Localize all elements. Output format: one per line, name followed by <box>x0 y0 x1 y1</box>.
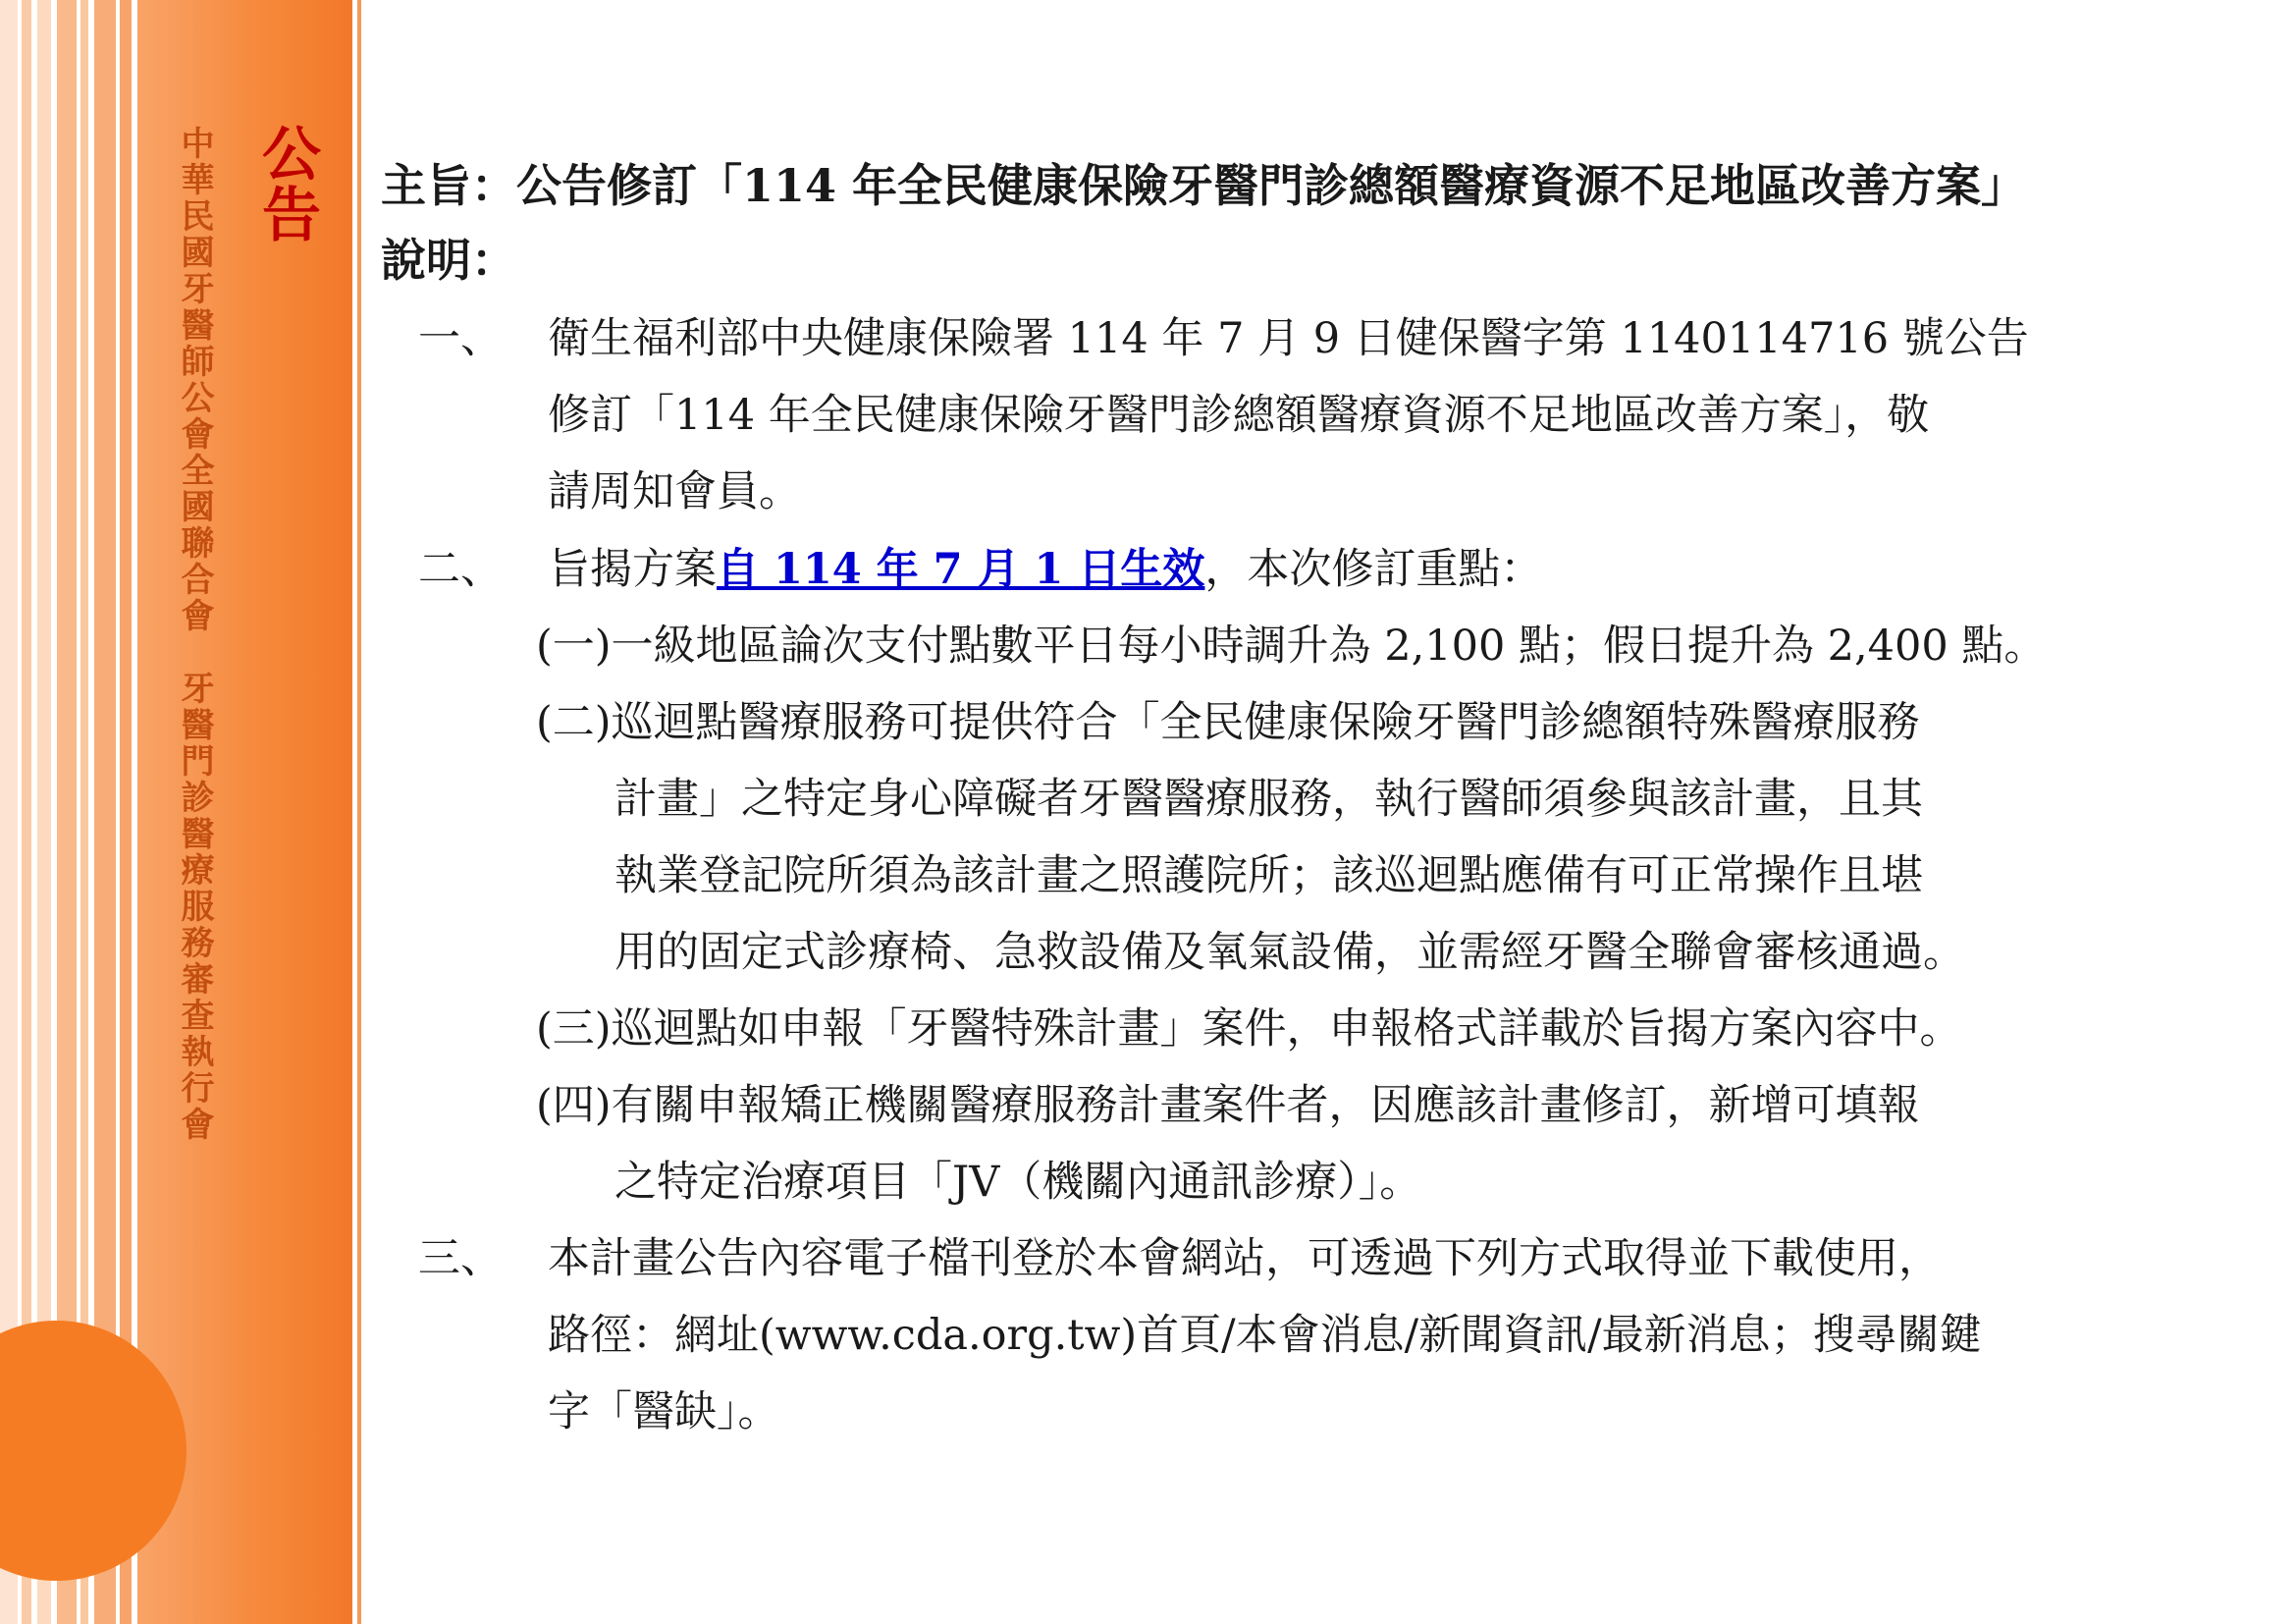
announcement-heading: 公告 <box>252 123 321 244</box>
item-2-sub-4-line-1: (四)有關申報矯正機關醫療服務計畫案件者，因應該計畫修訂，新增可填報 <box>536 1081 1920 1130</box>
organization-name: 中華民國牙醫師公會全國聯合會 牙醫門診醫療服務審查執行會 <box>175 126 214 1143</box>
subject-line: 主旨：公告修訂「114 年全民健康保險牙醫門診總額醫療資源不足地區改善方案」 <box>381 159 2027 212</box>
item-1-marker: 一、 <box>418 314 503 363</box>
item-3-marker: 三、 <box>418 1234 503 1283</box>
item-2-sub-3: (三)巡迴點如申報「牙醫特殊計畫」案件，申報格式詳載於旨揭方案內容中。 <box>536 1004 1962 1054</box>
item-2-suffix: ，本次修訂重點： <box>1204 545 1543 594</box>
item-2-sub-2-line-1: (二)巡迴點醫療服務可提供符合「全民健康保險牙醫門診總額特殊醫療服務 <box>536 698 1920 747</box>
item-2-sub-2-line-3: 執業登記院所須為該計畫之照護院所；該巡迴點應備有可正常操作且堪 <box>614 851 1923 900</box>
item-3-line-1: 本計畫公告內容電子檔刊登於本會網站，可透過下列方式取得並下載使用， <box>548 1234 1941 1283</box>
item-2-sub-2-line-4: 用的固定式診療椅、急救設備及氧氣設備，並需經牙醫全聯會審核通過。 <box>614 928 1965 977</box>
item-3-line-2: 路徑：網址(www.cda.org.tw)首頁/本會消息/新聞資訊/最新消息；搜尋關鍵 <box>548 1311 1982 1360</box>
item-2-sub-2-line-2: 計畫」之特定身心障礙者牙醫醫療服務，執行醫師須參與該計畫，且其 <box>614 775 1923 824</box>
band-edge-line <box>346 0 352 1624</box>
item-2-intro <box>548 545 1542 594</box>
item-2-prefix: 旨揭方案 <box>548 545 717 594</box>
item-1-line-1: 衛生福利部中央健康保險署 114 年 7 月 9 日健保醫字第 1140114716 號公告 <box>548 314 2029 363</box>
effective-date-link[interactable]: 自 114 年 7 月 1 日生效 <box>717 545 1205 594</box>
item-2-sub-1: (一)一級地區論次支付點數平日每小時調升為 2,100 點；假日提升為 2,400 點。 <box>536 622 2047 671</box>
item-2-sub-4-line-2: 之特定治療項目「JV（機關內通訊診療）」。 <box>614 1158 1422 1207</box>
explanation-label: 說明： <box>381 234 516 287</box>
item-1-line-3: 請周知會員。 <box>548 467 801 516</box>
item-1-line-2: 修訂「114 年全民健康保險牙醫門診總額醫療資源不足地區改善方案」，敬 <box>548 391 1930 440</box>
band-edge-line-thin <box>357 0 361 1624</box>
item-3-line-3: 字「醫缺」。 <box>548 1387 780 1436</box>
item-2-marker: 二、 <box>418 545 503 594</box>
